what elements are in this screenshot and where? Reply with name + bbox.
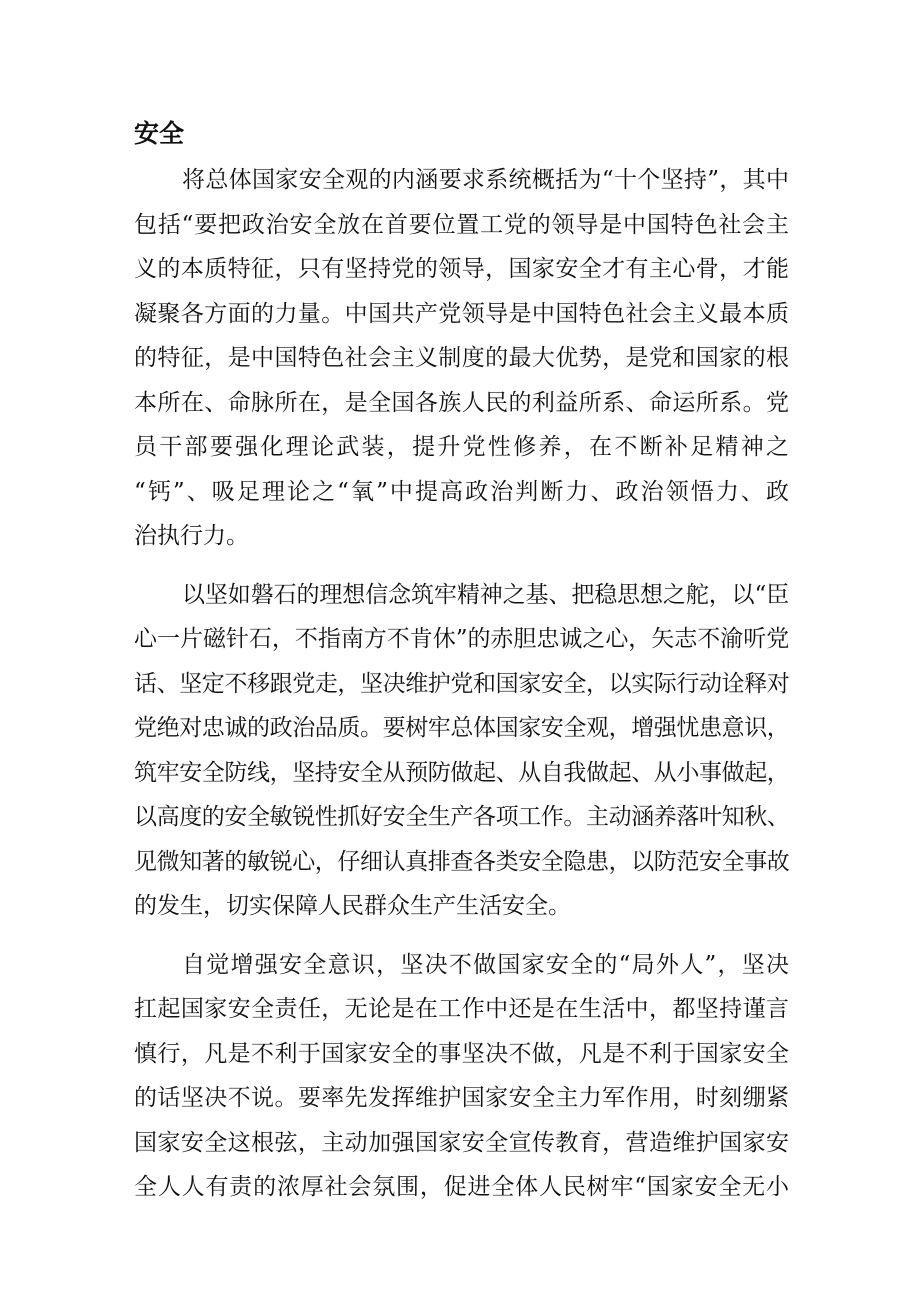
paragraph-line: 凝聚各方面的力量。中国共产党领导是中国特色社会主义最本质 [134,300,789,327]
paragraph-line: 全人人有责的浓厚社会氛围，促进全体人民树牢“国家安全无小 [134,1174,789,1200]
paragraph-line: 的话坚决不说。要率先发挥维护国家安全主力军作用，时刻绷紧 [134,1085,789,1111]
paragraph-line: 见微知著的敏锐心，仔细认真排查各类安全隐患，以防范安全事故 [134,848,790,875]
paragraph-line: 以高度的安全敏锐性抓好安全生产各项工作。主动涵养落叶知秋、 [134,804,790,830]
paragraph-line: 将总体国家安全观的内涵要求系统概括为“十个坚持”，其中 [182,167,789,193]
paragraph-line: 义的本质特征，只有坚持党的领导，国家安全才有主心骨，才能 [134,256,789,282]
paragraph-line: 本所在、命脉所在，是全国各族人民的利益所系、命运所系。党 [134,389,789,416]
paragraph-2 [134,573,789,929]
paragraph-line: 治执行力。 [134,523,249,549]
paragraph-line: 慎行，凡是不利于国家安全的事坚决不做，凡是不利于国家安全 [134,1040,789,1067]
paragraph-line: 以坚如磐石的理想信念筑牢精神之基、把稳思想之舵，以“臣 [182,581,789,608]
paragraph-line: 自觉增强安全意识，坚决不做国家安全的“局外人”，坚决 [182,951,789,978]
paragraph-line: 的特征，是中国特色社会主义制度的最大优势，是党和国家的根 [134,345,789,371]
paragraph-line: 扛起国家安全责任，无论是在工作中还是在生活中，都坚持谨言 [134,996,789,1022]
paragraph-line: 筑牢安全防线，坚持安全从预防做起、从自我做起、从小事做起， [134,759,790,786]
paragraph-line: “钙”、吸足理论之“氧”中提高政治判断力、政治领悟力、政 [134,478,789,505]
paragraph-3 [134,943,789,1210]
paragraph-line: 员干部要强化理论武装，提升党性修养，在不断补足精神之 [134,434,789,460]
paragraph-1 [134,158,789,559]
document-title: 安全 [134,119,185,148]
paragraph-line: 包括“要把政治安全放在首要位置工党的领导是中国特色社会主 [134,211,789,238]
paragraph-line: 的发生，切实保障人民群众生产生活安全。 [134,893,571,919]
document-body [134,158,789,1224]
paragraph-line: 国家安全这根弦，主动加强国家安全宣传教育，营造维护国家安 [134,1129,789,1156]
paragraph-line: 党绝对忠诚的政治品质。要树牢总体国家安全观，增强忧患意识， [134,715,790,741]
paragraph-line: 话、坚定不移跟党走，坚决维护党和国家安全，以实际行动诠释对 [134,670,790,697]
paragraph-line: 心一片磁针石，不指南方不肯休”的赤胆忠诚之心，矢志不渝听党 [134,626,789,652]
